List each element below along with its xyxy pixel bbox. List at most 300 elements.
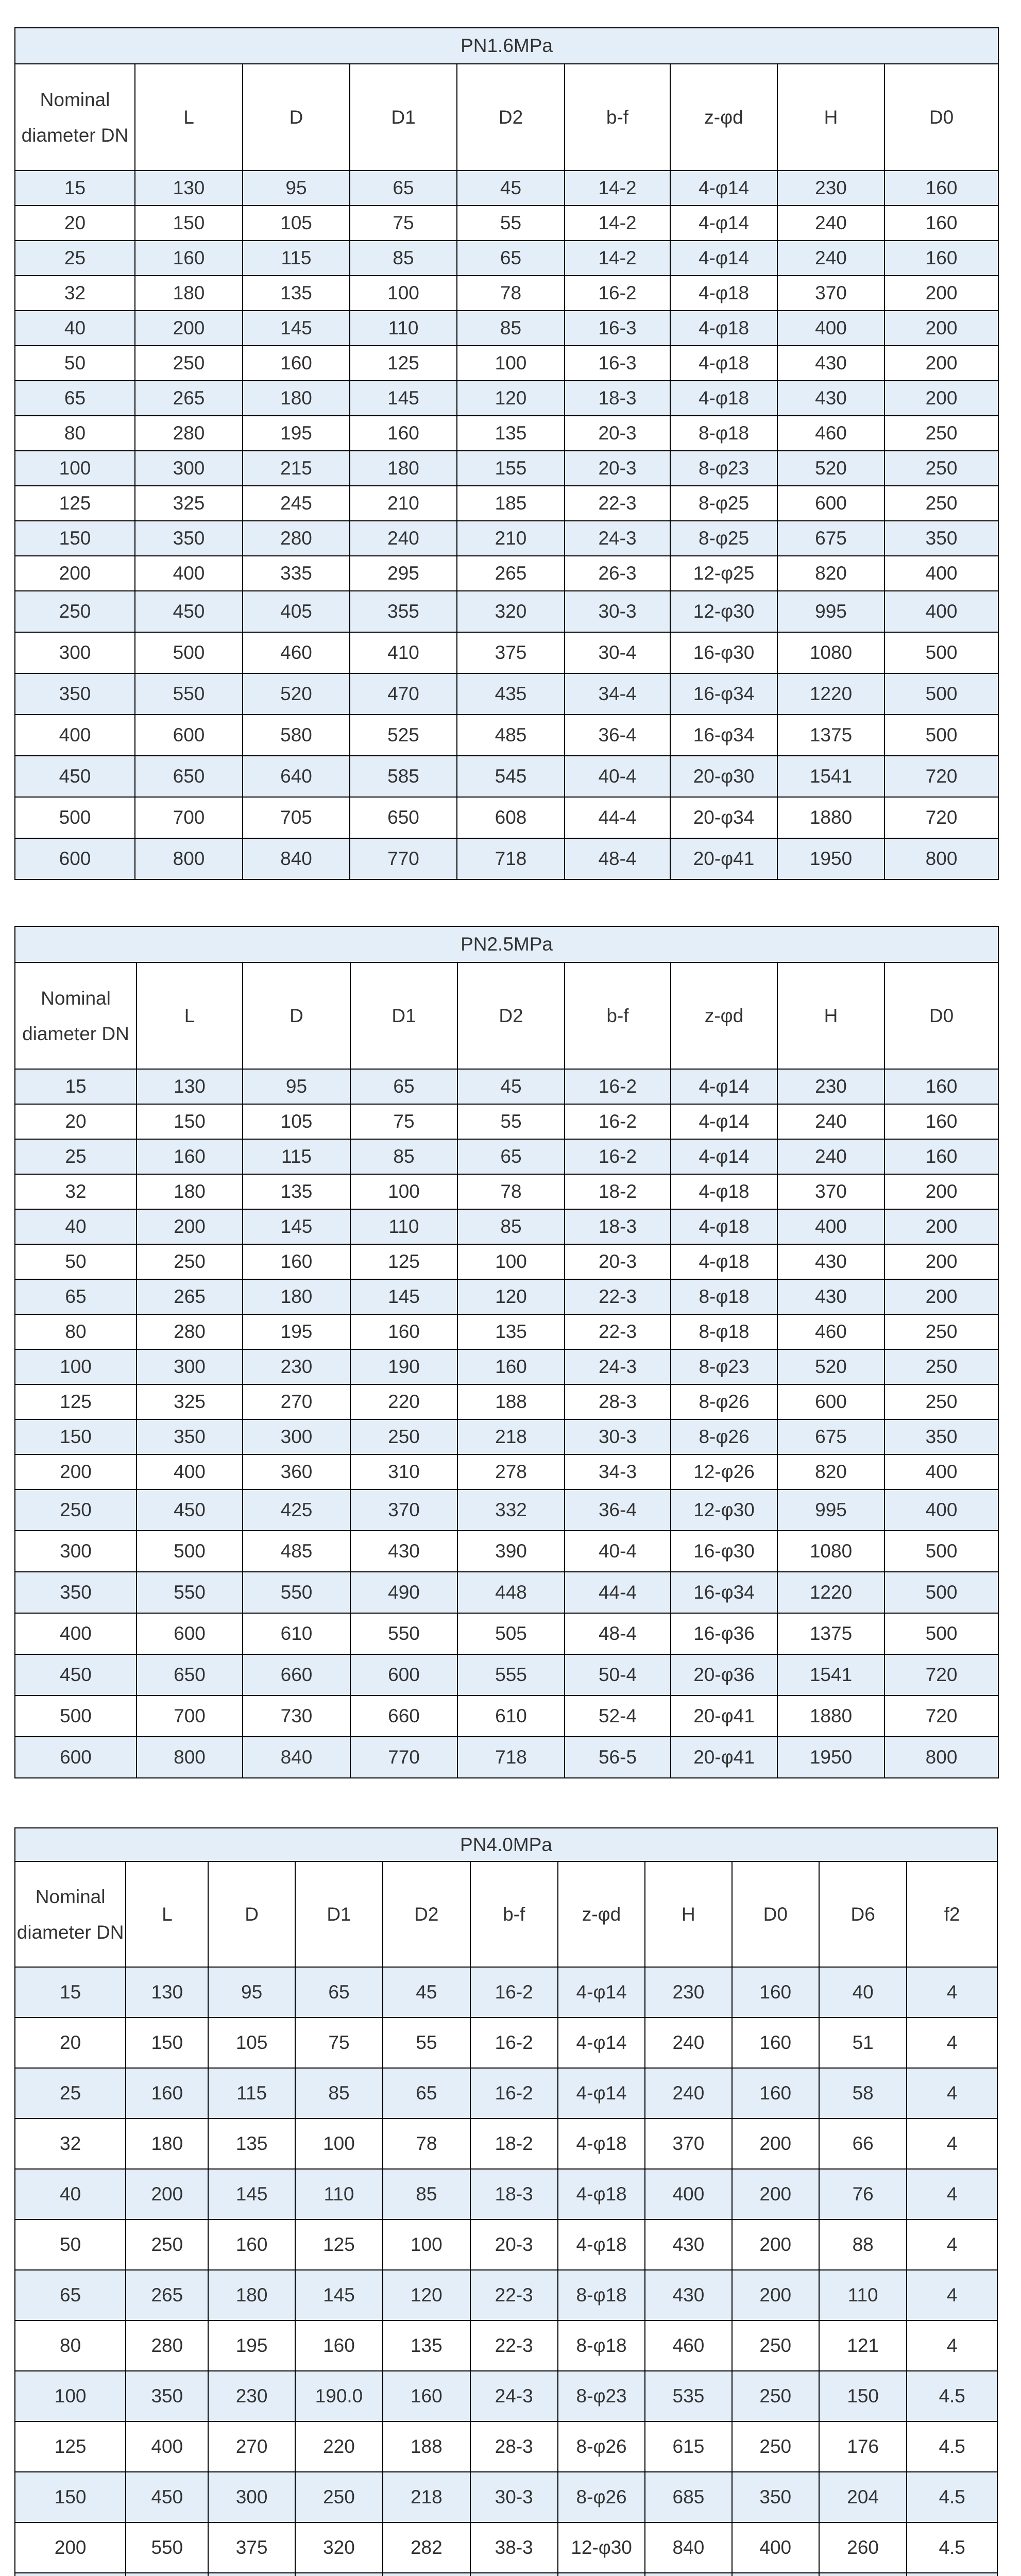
- table-cell: 460: [777, 1314, 884, 1349]
- table-cell: 470: [350, 673, 457, 715]
- table-cell: 600: [777, 486, 884, 521]
- table-cell: 150: [137, 1104, 243, 1139]
- table-cell: 730: [243, 1696, 350, 1737]
- table-cell: 160: [350, 416, 457, 451]
- table-cell: 8-φ26: [558, 2472, 645, 2522]
- header-cell: D0: [884, 64, 998, 171]
- table-cell: 220: [295, 2421, 383, 2472]
- table-cell: 555: [457, 1654, 565, 1696]
- table-cell: 24-3: [565, 521, 670, 556]
- table-cell: 20-3: [565, 416, 670, 451]
- table-cell: 12-φ30: [558, 2522, 645, 2573]
- table-cell: 160: [135, 241, 243, 276]
- table-cell: 310: [350, 1454, 457, 1489]
- header-cell: L: [137, 962, 243, 1069]
- table-cell: 250: [884, 1314, 998, 1349]
- table-cell: 800: [137, 1737, 243, 1778]
- table-cell: 220: [350, 1384, 457, 1419]
- table-cell: 100: [15, 2371, 126, 2421]
- table-cell: 16-3: [565, 311, 670, 346]
- table-row: [15, 1696, 998, 1737]
- table-row: [15, 206, 998, 241]
- table-cell: 30-3: [470, 2472, 558, 2522]
- header-cell: D1: [350, 64, 457, 171]
- table-cell: 135: [208, 2119, 295, 2169]
- table-cell: 4.5: [907, 2421, 997, 2472]
- table-cell: 204: [819, 2472, 907, 2522]
- table-cell: 195: [243, 1314, 350, 1349]
- table-cell: 200: [15, 1454, 137, 1489]
- table-cell: 450: [135, 591, 243, 632]
- table-cell: 8-φ18: [671, 1314, 777, 1349]
- table-cell: 500: [15, 797, 135, 838]
- table-cell: 155: [457, 451, 565, 486]
- table-cell: 200: [732, 2270, 819, 2320]
- table-cell: [470, 2573, 558, 2576]
- table-cell: 190.0: [295, 2371, 383, 2421]
- table-cell: 1880: [777, 1696, 884, 1737]
- header-cell: D: [208, 1861, 295, 1967]
- table-cell: 16-2: [470, 2018, 558, 2068]
- table-cell: 16-2: [565, 1139, 671, 1174]
- table-cell: 550: [135, 673, 243, 715]
- table-header-row: [15, 1861, 997, 1967]
- table-row: [15, 1069, 998, 1104]
- table-cell: 4-φ14: [671, 1069, 777, 1104]
- table-cell: 430: [777, 1279, 884, 1314]
- table-cell: 100: [15, 451, 135, 486]
- table-cell: [907, 2573, 997, 2576]
- table-cell: 65: [457, 241, 565, 276]
- header-cell: b-f: [565, 962, 671, 1069]
- table-cell: 245: [243, 486, 350, 521]
- table-cell: 8-φ23: [558, 2371, 645, 2421]
- table-row: [15, 2219, 997, 2270]
- table-row: [15, 1531, 998, 1572]
- table-cell: 20-φ34: [670, 797, 777, 838]
- table-cell: 535: [645, 2371, 731, 2421]
- table-cell: 18-3: [470, 2169, 558, 2219]
- table-cell: 4: [907, 2119, 997, 2169]
- table-cell: 26-3: [565, 556, 670, 591]
- table-cell: 840: [243, 838, 350, 879]
- table-cell: 16-φ34: [671, 1572, 777, 1613]
- table-cell: 25: [15, 2068, 126, 2119]
- table-cell: 4: [907, 2270, 997, 2320]
- table-cell: 45: [457, 1069, 565, 1104]
- table-cell: 65: [350, 171, 457, 206]
- table-cell: 600: [15, 1737, 137, 1778]
- table-cell: 65: [295, 1967, 383, 2018]
- table-cell: 180: [243, 381, 350, 416]
- table-cell: 550: [350, 1613, 457, 1654]
- table-cell: 300: [243, 1419, 350, 1454]
- table-cell: 520: [243, 673, 350, 715]
- table-cell: 180: [350, 451, 457, 486]
- table-cell: 230: [777, 171, 884, 206]
- table-cell: 490: [350, 1572, 457, 1613]
- table-cell: 95: [243, 1069, 350, 1104]
- table-cell: [126, 2573, 208, 2576]
- header-cell: D2: [457, 64, 565, 171]
- table-cell: 500: [137, 1531, 243, 1572]
- table-cell: 65: [457, 1139, 565, 1174]
- table-cell: 44-4: [565, 797, 670, 838]
- table-cell: 50: [15, 346, 135, 381]
- table-row: [15, 1967, 997, 2018]
- table-cell: 55: [457, 1104, 565, 1139]
- table-cell: 218: [383, 2472, 470, 2522]
- table-row: [15, 2068, 997, 2119]
- table-cell: 450: [137, 1489, 243, 1531]
- table-row: [15, 1104, 998, 1139]
- table-cell: 80: [15, 1314, 137, 1349]
- table-cell: 230: [208, 2371, 295, 2421]
- table-cell: 30-3: [565, 591, 670, 632]
- table-cell: 160: [884, 241, 998, 276]
- table-cell: 16-2: [565, 276, 670, 311]
- table-cell: 500: [884, 673, 998, 715]
- table-cell: 240: [645, 2068, 731, 2119]
- table-cell: 260: [819, 2522, 907, 2573]
- table-cell: 550: [137, 1572, 243, 1613]
- table-cell: 28-3: [470, 2421, 558, 2472]
- table-cell: 150: [15, 2472, 126, 2522]
- table-cell: 200: [135, 311, 243, 346]
- table-cell: 400: [135, 556, 243, 591]
- table-cell: 150: [15, 1419, 137, 1454]
- table-cell: 450: [126, 2472, 208, 2522]
- table-cell: 300: [15, 632, 135, 673]
- table-cell: 4.5: [907, 2371, 997, 2421]
- header-cell: D0: [732, 1861, 819, 1967]
- table-cell: 145: [295, 2270, 383, 2320]
- table-cell: 4-φ18: [558, 2169, 645, 2219]
- table-cell: 14-2: [565, 171, 670, 206]
- table-cell: 145: [208, 2169, 295, 2219]
- table-cell: 100: [350, 1174, 457, 1209]
- header-cell: D2: [457, 962, 565, 1069]
- header-cell: b-f: [565, 64, 670, 171]
- table-row: [15, 1419, 998, 1454]
- table-cell: [383, 2573, 470, 2576]
- table-cell: 56-5: [565, 1737, 671, 1778]
- table-row: [15, 2320, 997, 2371]
- table-row: [15, 171, 998, 206]
- table-cell: 100: [457, 1244, 565, 1279]
- table-cell: 85: [350, 241, 457, 276]
- table-header-row: [15, 962, 998, 1069]
- table-cell: 85: [350, 1139, 457, 1174]
- table-cell: 20: [15, 206, 135, 241]
- table-cell: 390: [457, 1531, 565, 1572]
- table-cell: 190: [350, 1349, 457, 1384]
- table-cell: 115: [243, 1139, 350, 1174]
- table-cell: 200: [732, 2169, 819, 2219]
- table-cell: 8-φ25: [670, 486, 777, 521]
- table-cell: 188: [383, 2421, 470, 2472]
- header-nominal-diameter: Nominal diameter DN: [15, 1861, 126, 1967]
- table-cell: 20: [15, 2018, 126, 2068]
- table-cell: 320: [457, 591, 565, 632]
- table-cell: 300: [208, 2472, 295, 2522]
- table-cell: 24-3: [470, 2371, 558, 2421]
- table-cell: 20-3: [565, 1244, 671, 1279]
- table-cell: 370: [777, 1174, 884, 1209]
- table-row: [15, 381, 998, 416]
- table-cell: 200: [884, 276, 998, 311]
- table-cell: 1375: [777, 1613, 884, 1654]
- table-cell: 110: [350, 311, 457, 346]
- header-cell: L: [126, 1861, 208, 1967]
- table-row: [15, 673, 998, 715]
- table-cell: 20-3: [565, 451, 670, 486]
- table-cell: 16-φ34: [670, 715, 777, 756]
- table-cell: 240: [777, 241, 884, 276]
- table-cell: 16-2: [470, 2068, 558, 2119]
- table-cell: 600: [15, 838, 135, 879]
- table-cell: 65: [15, 2270, 126, 2320]
- table-cell: 50: [15, 2219, 126, 2270]
- table-cell: 120: [383, 2270, 470, 2320]
- table-cell: 120: [457, 381, 565, 416]
- table-cell: 430: [350, 1531, 457, 1572]
- table-cell: 160: [243, 1244, 350, 1279]
- table-cell: 400: [645, 2169, 731, 2219]
- table-cell: 25: [15, 241, 135, 276]
- table-cell: 22-3: [565, 1314, 671, 1349]
- table-cell: 640: [243, 756, 350, 797]
- table-cell: 45: [383, 1967, 470, 2018]
- table-cell: 8-φ18: [670, 416, 777, 451]
- pn40-table: [14, 1827, 998, 2576]
- table-cell: 8-φ26: [671, 1419, 777, 1454]
- table-cell: 12-φ26: [671, 1454, 777, 1489]
- table-cell: 51: [819, 2018, 907, 2068]
- table-cell: 16-φ36: [671, 1613, 777, 1654]
- table-cell: 160: [243, 346, 350, 381]
- table-cell: 300: [15, 1531, 137, 1572]
- table-cell: 350: [126, 2371, 208, 2421]
- table-cell: 8-φ26: [558, 2421, 645, 2472]
- table-cell: 185: [457, 486, 565, 521]
- table-cell: 30-3: [565, 1419, 671, 1454]
- table-cell: 100: [295, 2119, 383, 2169]
- table-cell: 1375: [777, 715, 884, 756]
- table-cell: [295, 2573, 383, 2576]
- table-cell: 12-φ25: [670, 556, 777, 591]
- table-cell: 34-4: [565, 673, 670, 715]
- table-cell: 16-3: [565, 346, 670, 381]
- table-cell: 115: [208, 2068, 295, 2119]
- table-cell: 20-3: [470, 2219, 558, 2270]
- table-cell: 38-3: [470, 2522, 558, 2573]
- table-cell: 160: [884, 1139, 998, 1174]
- table-cell: 4-φ14: [558, 2068, 645, 2119]
- table-cell: 4-φ18: [558, 2219, 645, 2270]
- table-cell: 425: [243, 1489, 350, 1531]
- table-cell: 295: [350, 556, 457, 591]
- table-cell: [645, 2573, 731, 2576]
- table-cell: 4: [907, 2320, 997, 2371]
- table-cell: 48-4: [565, 1613, 671, 1654]
- table-cell: 135: [457, 1314, 565, 1349]
- table-cell: 15: [15, 1069, 137, 1104]
- table-cell: 400: [884, 556, 998, 591]
- table-cell: 55: [457, 206, 565, 241]
- table-cell: 100: [15, 1349, 137, 1384]
- table-cell: 55: [383, 2018, 470, 2068]
- table-cell: 400: [884, 1454, 998, 1489]
- table-cell: 65: [350, 1069, 457, 1104]
- table-cell: 300: [137, 1349, 243, 1384]
- table-cell: 150: [15, 521, 135, 556]
- table-cell: 250: [126, 2219, 208, 2270]
- table-cell: 600: [777, 1384, 884, 1419]
- table-cell: 200: [15, 2522, 126, 2573]
- table-cell: 20: [15, 1104, 137, 1139]
- table-cell: 160: [732, 1967, 819, 2018]
- header-cell: H: [645, 1861, 731, 1967]
- table-cell: 85: [457, 1209, 565, 1244]
- table-cell: 105: [243, 206, 350, 241]
- table-cell: 200: [884, 381, 998, 416]
- table-cell: 350: [732, 2472, 819, 2522]
- table-cell: 350: [15, 1572, 137, 1613]
- table-cell: 718: [457, 1737, 565, 1778]
- table-cell: 4: [907, 1967, 997, 2018]
- table-cell: 1541: [777, 1654, 884, 1696]
- table-cell: 210: [350, 486, 457, 521]
- table-cell: 400: [137, 1454, 243, 1489]
- table-cell: 325: [135, 486, 243, 521]
- table-cell: 120: [457, 1279, 565, 1314]
- table-cell: 20-φ41: [670, 838, 777, 879]
- table-cell: 840: [243, 1737, 350, 1778]
- table-row: [15, 2472, 997, 2522]
- table-cell: 995: [777, 1489, 884, 1531]
- table-cell: 400: [15, 715, 135, 756]
- table-cell: 8-φ25: [670, 521, 777, 556]
- table-cell: 145: [243, 311, 350, 346]
- table-row: [15, 1489, 998, 1531]
- table-cell: 4-φ18: [670, 346, 777, 381]
- table-cell: 32: [15, 2119, 126, 2169]
- table-cell: 332: [457, 1489, 565, 1531]
- table-row: [15, 2522, 997, 2573]
- table-cell: 650: [350, 797, 457, 838]
- table-cell: 78: [457, 276, 565, 311]
- table-cell: 485: [457, 715, 565, 756]
- table-cell: 250: [15, 591, 135, 632]
- table-cell: 8-φ23: [670, 451, 777, 486]
- table-cell: 1950: [777, 838, 884, 879]
- table-cell: 448: [457, 1572, 565, 1613]
- table-cell: 16-2: [565, 1069, 671, 1104]
- header-cell: D6: [819, 1861, 907, 1967]
- table-row: [15, 756, 998, 797]
- table-cell: 550: [243, 1572, 350, 1613]
- table-row: [15, 521, 998, 556]
- table-cell: 66: [819, 2119, 907, 2169]
- table-cell: 4-φ14: [558, 1967, 645, 2018]
- header-cell: D: [243, 962, 350, 1069]
- table-cell: 45: [457, 171, 565, 206]
- table-cell: 505: [457, 1613, 565, 1654]
- table-cell: 14-2: [565, 241, 670, 276]
- table-cell: 75: [350, 1104, 457, 1139]
- table-cell: 34-3: [565, 1454, 671, 1489]
- table-cell: 4-φ18: [671, 1209, 777, 1244]
- table-cell: 450: [15, 756, 135, 797]
- table-cell: 40-4: [565, 756, 670, 797]
- table-cell: 18-2: [565, 1174, 671, 1209]
- table-cell: 280: [243, 521, 350, 556]
- table-row: [15, 1174, 998, 1209]
- table-cell: 15: [15, 171, 135, 206]
- table-cell: 525: [350, 715, 457, 756]
- table-row: [15, 715, 998, 756]
- table-cell: 230: [777, 1069, 884, 1104]
- table-cell: 200: [884, 1209, 998, 1244]
- header-cell: D1: [295, 1861, 383, 1967]
- table-cell: 325: [137, 1384, 243, 1419]
- table-cell: 110: [819, 2270, 907, 2320]
- table-cell: 18-2: [470, 2119, 558, 2169]
- table-row: [15, 556, 998, 591]
- table-cell: 1541: [777, 756, 884, 797]
- table-cell: 770: [350, 838, 457, 879]
- table-row: [15, 1279, 998, 1314]
- table-row: [15, 1384, 998, 1419]
- table-cell: 135: [243, 276, 350, 311]
- table-cell: 265: [137, 1279, 243, 1314]
- table-cell: 250: [732, 2421, 819, 2472]
- table-cell: 350: [884, 521, 998, 556]
- table-cell: 265: [135, 381, 243, 416]
- table-cell: 608: [457, 797, 565, 838]
- table-cell: 610: [457, 1696, 565, 1737]
- table-cell: 840: [645, 2522, 731, 2573]
- table-cell: 20-φ41: [671, 1696, 777, 1737]
- table-row: [15, 1572, 998, 1613]
- table-cell: 65: [15, 1279, 137, 1314]
- table-cell: 18-3: [565, 381, 670, 416]
- table-cell: 40: [15, 1209, 137, 1244]
- table-cell: 375: [208, 2522, 295, 2573]
- table-cell: 4-φ14: [671, 1139, 777, 1174]
- header-cell: H: [777, 962, 884, 1069]
- table-row: [15, 346, 998, 381]
- table-cell: 145: [350, 1279, 457, 1314]
- table-cell: 145: [243, 1209, 350, 1244]
- table-row: [15, 2371, 997, 2421]
- table-row: [15, 1244, 998, 1279]
- table-cell: 25: [15, 1139, 137, 1174]
- pn25-table: [14, 926, 999, 1778]
- table-cell: 95: [243, 171, 350, 206]
- table-cell: 200: [137, 1209, 243, 1244]
- table-cell: 550: [126, 2522, 208, 2573]
- table-cell: 200: [884, 1279, 998, 1314]
- table-row: [15, 2169, 997, 2219]
- table-cell: 1220: [777, 1572, 884, 1613]
- table-title: PN2.5MPa: [15, 926, 998, 962]
- table-cell: 145: [350, 381, 457, 416]
- table-cell: 460: [777, 416, 884, 451]
- table-cell: 500: [884, 1531, 998, 1572]
- table-cell: 160: [884, 1069, 998, 1104]
